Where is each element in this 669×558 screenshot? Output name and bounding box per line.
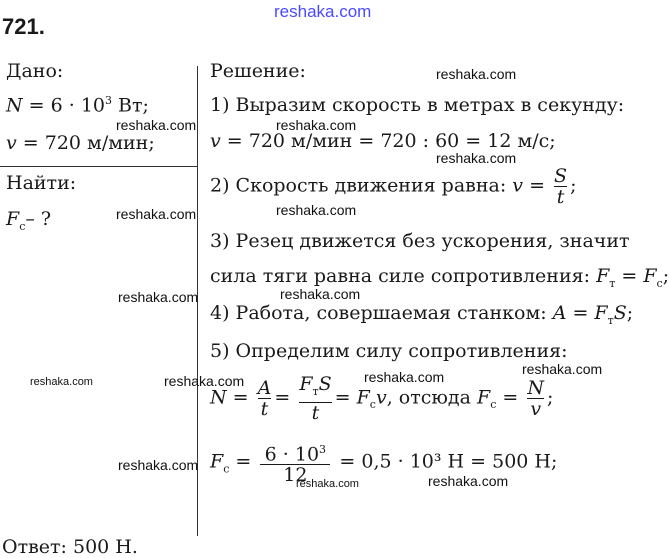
- fraction-fts-over-t: $\frac{F_тS}{t}$: [299, 373, 332, 424]
- step2-line: 2) Скорость движения равна: v = $\frac{S}{t}$ ;: [210, 165, 577, 208]
- watermark[interactable]: reshaka.com: [118, 457, 199, 473]
- watermark[interactable]: reshaka.com: [276, 202, 357, 218]
- step1-formula: v = 720 м/мин = 720 : 60 = 12 м/с;: [210, 130, 556, 152]
- step4-text: 4) Работа, совершаемая станком:: [210, 302, 547, 324]
- answer: Ответ: 500 Н.: [2, 536, 138, 558]
- step2-text: 2) Скорость движения равна:: [210, 174, 507, 197]
- watermark[interactable]: reshaka.com: [436, 150, 517, 166]
- watermark[interactable]: reshaka.com: [118, 289, 199, 305]
- given-find-divider: [0, 166, 197, 167]
- step1-text: 1) Выразим скорость в метрах в секунду:: [210, 94, 625, 116]
- step3-line1: 3) Резец движется без ускорения, значит: [210, 230, 630, 252]
- watermark-top[interactable]: reshaka.com: [274, 2, 372, 21]
- step3-line2: сила тяги равна силе сопротивления: $F_т = F_c$;: [210, 265, 669, 290]
- watermark[interactable]: reshaka.com: [522, 361, 603, 377]
- watermark[interactable]: reshaka.com: [164, 373, 245, 389]
- watermark[interactable]: reshaka.com: [280, 286, 361, 302]
- watermark[interactable]: reshaka.com: [428, 473, 509, 489]
- step6-formula: $F_c$ = $\frac{6 \cdot 10^3}{12}$ = 0,5 · 10³ Н = 500 Н;: [210, 440, 557, 485]
- given-header: Дано:: [6, 60, 64, 82]
- fraction-6e3-over-12: $\frac{6 \cdot 10^3}{12}$: [260, 440, 330, 485]
- step5-formula: N = $\frac{A}{t}$ = $\frac{F_тS}{t}$ = $F_cv$, отсюда $F_c$ = $\frac{N}{v}$ ;: [210, 373, 554, 424]
- fraction-a-over-t: $\frac{A}{t}$: [257, 376, 272, 420]
- watermark[interactable]: reshaka.com: [296, 478, 359, 490]
- solution-header: Решение:: [210, 60, 306, 82]
- watermark[interactable]: reshaka.com: [116, 117, 197, 133]
- watermark[interactable]: reshaka.com: [436, 66, 517, 82]
- step6-result: = 0,5 · 10³ Н = 500 Н;: [339, 450, 558, 473]
- step5-text: 5) Определим силу сопротивления:: [210, 340, 568, 362]
- step3-text: сила тяги равна силе сопротивления:: [210, 265, 591, 287]
- step5-word: отсюда: [398, 386, 471, 409]
- fraction-n-over-v: $\frac{N}{v}$: [527, 376, 544, 420]
- fraction-s-over-t: $\frac{S}{t}$: [554, 165, 568, 208]
- find-header: Найти:: [6, 172, 77, 194]
- watermark[interactable]: reshaka.com: [116, 206, 197, 222]
- find-value: $F_c-$ ?: [6, 208, 52, 233]
- watermark[interactable]: reshaka.com: [30, 376, 93, 388]
- watermark[interactable]: reshaka.com: [276, 117, 357, 133]
- given-speed: v = 720 м/мин;: [6, 132, 155, 154]
- problem-number: 721.: [2, 14, 45, 39]
- given-power: $N = 6 \cdot 10^3$ Вт;: [6, 94, 149, 117]
- watermark[interactable]: reshaka.com: [364, 369, 445, 385]
- step4-line: 4) Работа, совершаемая станком: $A = F_тS$;: [210, 302, 634, 327]
